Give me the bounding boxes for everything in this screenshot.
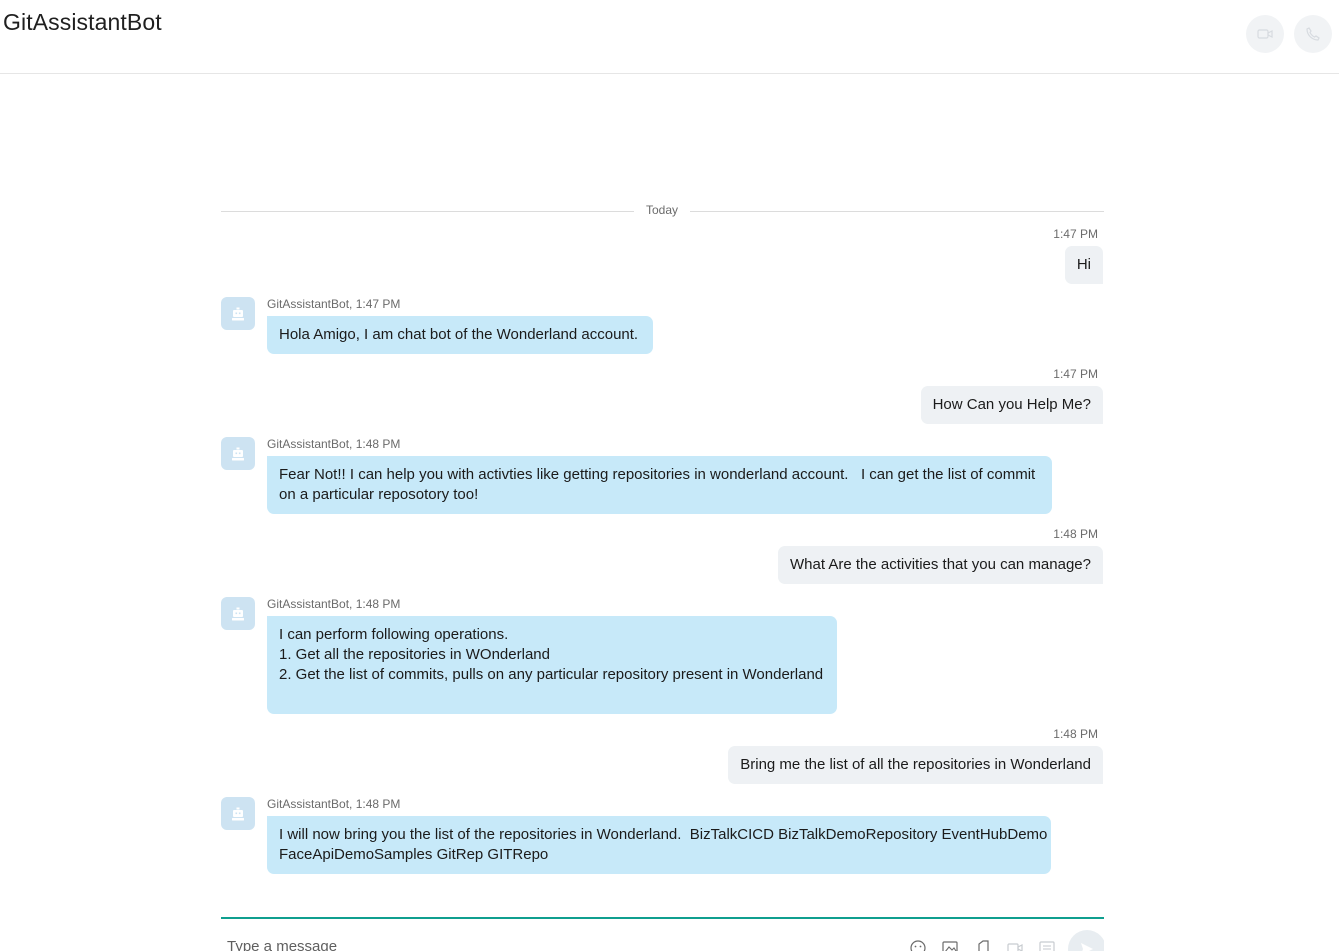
bot-message-bubble[interactable] [267,616,837,714]
bot-message-meta: GitAssistantBot, 1:48 PM [267,437,401,451]
message-text: What Are the activities that you can manage? [789,556,1091,573]
message-timestamp: 1:47 PM [1053,367,1098,381]
message-text: Bring me the list of all the repositories in Wonderland [740,756,1091,773]
bot-message-bubble[interactable] [267,816,1051,874]
user-message-bubble[interactable] [1065,246,1103,284]
message-text-line: 1. Get all the repositories in WOnderland [279,646,550,663]
emoji-button[interactable] [909,939,927,951]
audio-call-button[interactable] [1294,15,1332,53]
bot-message-meta: GitAssistantBot, 1:48 PM [267,797,401,811]
message-list[interactable] [221,75,1104,918]
divider-line-left [221,211,634,212]
message-composer [221,917,1104,951]
attach-file-icon [976,940,990,951]
message-text-line: 2. Get the list of commits, pulls on any particular repository present in Wonderland [279,666,824,683]
user-message-bubble[interactable] [778,546,1103,584]
video-message-icon [1007,942,1023,951]
message-text: How Can you Help Me? [932,396,1091,413]
user-message [728,727,1103,784]
bot-message-bubble[interactable] [267,316,653,354]
message-text-line: Fear Not!! I can help you with activties like getting repositories in wonderland account. I can get the list of commit [279,466,1036,483]
send-icon [1080,942,1094,951]
date-divider [221,203,1104,219]
divider-line-right [690,211,1104,212]
bot-icon [231,607,245,621]
message-timestamp: 1:47 PM [1053,227,1098,241]
message-timestamp: 1:48 PM [1053,727,1098,741]
image-button[interactable] [941,939,959,951]
bot-message-bubble[interactable] [267,456,1052,514]
chat-header [0,0,1339,74]
bot-avatar [221,597,255,630]
phone-icon [1306,27,1320,41]
bot-avatar [221,797,255,830]
card-icon [1039,941,1055,951]
video-message-button[interactable] [1006,939,1024,951]
image-icon [942,941,958,951]
bot-message-meta: GitAssistantBot, 1:48 PM [267,597,401,611]
bot-icon [231,307,245,321]
bot-icon [231,447,245,461]
message-text-line: FaceApiDemoSamples GitRep GITRepo [279,846,549,863]
message-text-line: on a particular reposotory too! [279,486,479,503]
video-call-button[interactable] [1246,15,1284,53]
message-text: Hi [1076,256,1091,273]
emoji-icon [910,940,926,951]
user-message-bubble[interactable] [921,386,1103,424]
user-message [921,367,1103,424]
message-timestamp: 1:48 PM [1053,527,1098,541]
message-text: Hola Amigo, I am chat bot of the Wonderland account. [279,326,639,343]
date-divider-label: Today [645,203,679,217]
bot-avatar [221,437,255,470]
message-input[interactable] [227,938,827,951]
attach-file-button[interactable] [974,939,992,951]
message-text-line: I can perform following operations. [279,626,509,643]
message-text-line: I will now bring you the list of the repositories in Wonderland. BizTalkCICD BizTalkDemoRepository EventHubDemo [279,826,1048,843]
bot-message-meta: GitAssistantBot, 1:47 PM [267,297,401,311]
user-message-bubble[interactable] [728,746,1103,784]
user-message [1053,227,1103,284]
card-button[interactable] [1038,939,1056,951]
send-button[interactable] [1068,930,1104,951]
chat-title: GitAssistantBot [3,9,162,35]
bot-icon [231,807,245,821]
user-message [778,527,1103,584]
bot-avatar [221,297,255,330]
video-camera-icon [1257,28,1273,40]
